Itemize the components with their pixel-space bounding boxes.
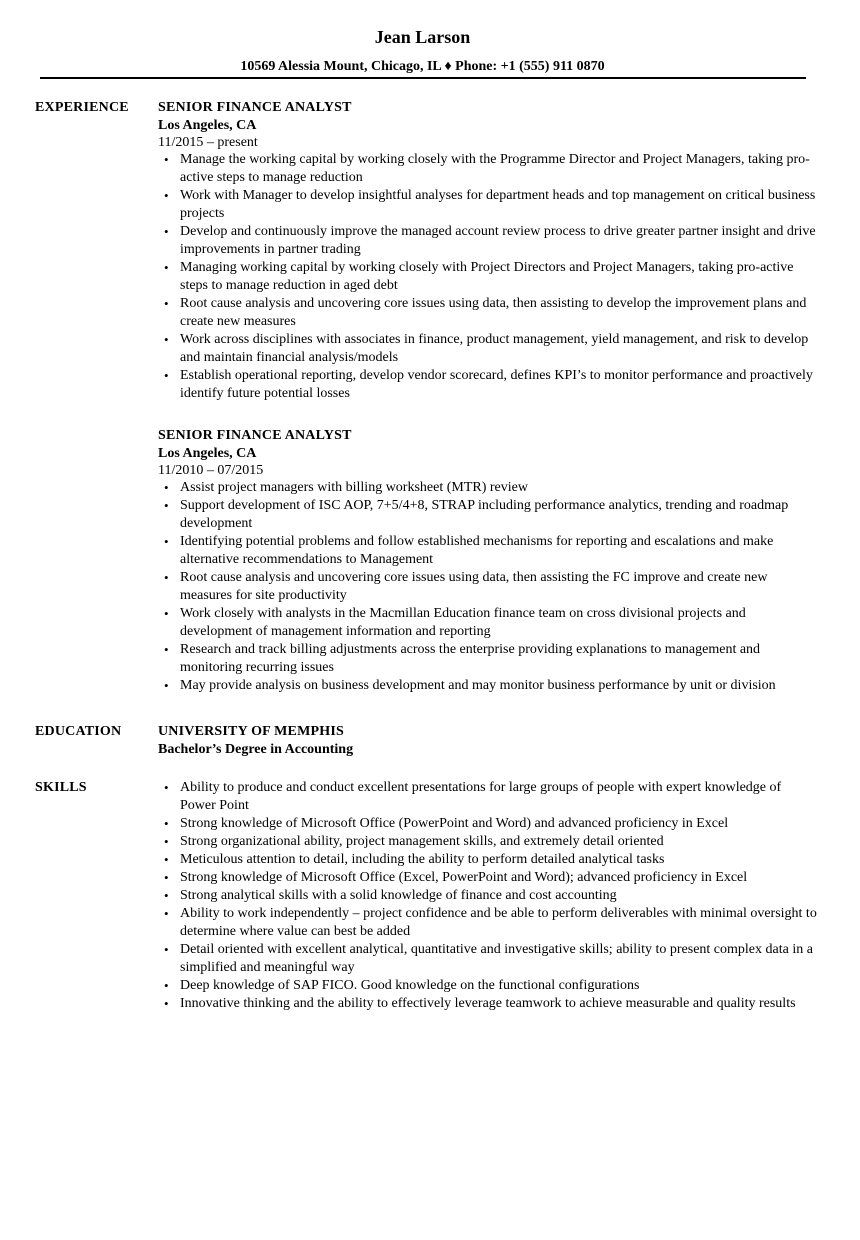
job-dates: 11/2010 – 07/2015: [158, 463, 264, 478]
job-bullet-list: [158, 151, 818, 403]
list-item: [158, 815, 818, 833]
bullet-text: Research and track billing adjustments across the enterprise providing explanations to management and monitoring recurring issues: [180, 642, 761, 675]
job-entry: [158, 99, 818, 403]
bullet-text: Detail oriented with excellent analytical, quantitative and investigative skills; ability to present complex data in a simplified and meaningful way: [180, 942, 813, 975]
section-label-education: EDUCATION: [35, 724, 122, 739]
bullet-text: Develop and continuously improve the managed account review process to drive greater partner insight and drive improvements in partner trading: [180, 224, 816, 257]
school-name: UNIVERSITY OF MEMPHIS: [158, 724, 344, 739]
bullet-icon: •: [164, 642, 169, 657]
bullet-text: Strong analytical skills with a solid knowledge of finance and cost accounting: [180, 888, 617, 903]
bullet-icon: •: [164, 834, 169, 849]
bullet-icon: •: [164, 942, 169, 957]
bullet-text: Managing working capital by working closely with Project Directors and Project Managers, taking pro-active steps to manage reduction in aged debt: [180, 260, 794, 293]
bullet-text: Ability to work independently – project confidence and be able to perform deliverables with minimal oversight to determine where value can best be added: [180, 906, 817, 939]
bullet-icon: •: [164, 152, 169, 167]
list-item: [158, 851, 818, 869]
bullet-icon: •: [164, 780, 169, 795]
bullet-icon: •: [164, 534, 169, 549]
bullet-text: Meticulous attention to detail, including the ability to perform detailed analytical tasks: [180, 852, 665, 867]
job-entry: [158, 427, 818, 695]
bullet-icon: •: [164, 870, 169, 885]
bullet-icon: •: [164, 188, 169, 203]
list-item: [158, 869, 818, 887]
list-item: [158, 223, 818, 259]
skills-entry: [158, 779, 818, 1013]
bullet-text: Identifying potential problems and follow established mechanisms for reporting and escalations and make alternative recommendations to Management: [180, 534, 774, 567]
bullet-icon: •: [164, 996, 169, 1011]
education-entry: [158, 723, 818, 759]
section-label-experience: EXPERIENCE: [35, 100, 129, 115]
candidate-name: Jean Larson: [374, 27, 471, 47]
degree-name: Bachelor’s Degree in Accounting: [158, 742, 354, 757]
bullet-icon: •: [164, 606, 169, 621]
bullet-text: Support development of ISC AOP, 7+5/4+8, STRAP including performance analytics, trending and roadmap development: [180, 498, 789, 531]
section-label-skills: SKILLS: [35, 780, 87, 795]
list-item: [158, 569, 818, 605]
list-item: [158, 677, 818, 695]
bullet-icon: •: [164, 852, 169, 867]
bullet-text: Strong organizational ability, project management skills, and extremely detail oriented: [180, 834, 664, 849]
bullet-icon: •: [164, 260, 169, 275]
list-item: [158, 905, 818, 941]
list-item: [158, 779, 818, 815]
list-item: [158, 497, 818, 533]
bullet-text: May provide analysis on business development and may monitor business performance by unit or division: [180, 678, 776, 693]
bullet-text: Work across disciplines with associates in finance, product management, yield management, and risk to develop and maintain financial analysis/models: [180, 332, 809, 365]
bullet-icon: •: [164, 906, 169, 921]
bullet-text: Deep knowledge of SAP FICO. Good knowledge on the functional configurations: [180, 978, 640, 993]
list-item: [158, 533, 818, 569]
contact-line: 10569 Alessia Mount, Chicago, IL ♦ Phone: +1 (555) 911 0870: [240, 59, 605, 74]
skills-bullet-list: [158, 779, 818, 1013]
header-divider: [40, 77, 806, 79]
job-dates: 11/2015 – present: [158, 135, 258, 150]
bullet-icon: •: [164, 498, 169, 513]
list-item: [158, 187, 818, 223]
list-item: [158, 331, 818, 367]
bullet-text: Manage the working capital by working closely with the Programme Director and Project Managers, taking pro-active steps to manage reduction: [180, 152, 810, 185]
bullet-text: Strong knowledge of Microsoft Office (PowerPoint and Word) and advanced proficiency in Excel: [180, 816, 729, 831]
bullet-text: Innovative thinking and the ability to effectively leverage teamwork to achieve measurable and quality results: [180, 996, 796, 1011]
list-item: [158, 977, 818, 995]
list-item: [158, 295, 818, 331]
list-item: [158, 479, 818, 497]
bullet-icon: •: [164, 816, 169, 831]
bullet-icon: •: [164, 978, 169, 993]
bullet-icon: •: [164, 678, 169, 693]
list-item: [158, 641, 818, 677]
bullet-icon: •: [164, 570, 169, 585]
bullet-text: Root cause analysis and uncovering core issues using data, then assisting the FC improve and create new measures for site productivity: [180, 570, 768, 603]
bullet-text: Strong knowledge of Microsoft Office (Excel, PowerPoint and Word); advanced proficiency in Excel: [180, 870, 748, 885]
bullet-text: Assist project managers with billing worksheet (MTR) review: [180, 480, 528, 495]
bullet-icon: •: [164, 296, 169, 311]
bullet-text: Root cause analysis and uncovering core issues using data, then assisting to develop the improvement plans and create new measures: [180, 296, 807, 329]
job-title: SENIOR FINANCE ANALYST: [158, 428, 352, 443]
bullet-text: Work with Manager to develop insightful analyses for department heads and top management on critical business projects: [180, 188, 816, 221]
bullet-icon: •: [164, 368, 169, 383]
bullet-icon: •: [164, 224, 169, 239]
list-item: [158, 605, 818, 641]
bullet-text: Ability to produce and conduct excellent presentations for large groups of people with expert knowledge of Power Point: [180, 780, 782, 813]
list-item: [158, 995, 818, 1013]
list-item: [158, 151, 818, 187]
list-item: [158, 259, 818, 295]
list-item: [158, 367, 818, 403]
job-bullet-list: [158, 479, 818, 695]
bullet-icon: •: [164, 888, 169, 903]
list-item: [158, 833, 818, 851]
list-item: [158, 887, 818, 905]
bullet-text: Establish operational reporting, develop vendor scorecard, defines KPI’s to monitor performance and proactively identify future potential losses: [180, 368, 813, 401]
job-location: Los Angeles, CA: [158, 446, 257, 461]
bullet-text: Work closely with analysts in the Macmillan Education finance team on cross divisional projects and development of management information and reporting: [180, 606, 746, 639]
bullet-icon: •: [164, 332, 169, 347]
bullet-icon: •: [164, 480, 169, 495]
list-item: [158, 941, 818, 977]
job-title: SENIOR FINANCE ANALYST: [158, 100, 352, 115]
job-location: Los Angeles, CA: [158, 118, 257, 133]
